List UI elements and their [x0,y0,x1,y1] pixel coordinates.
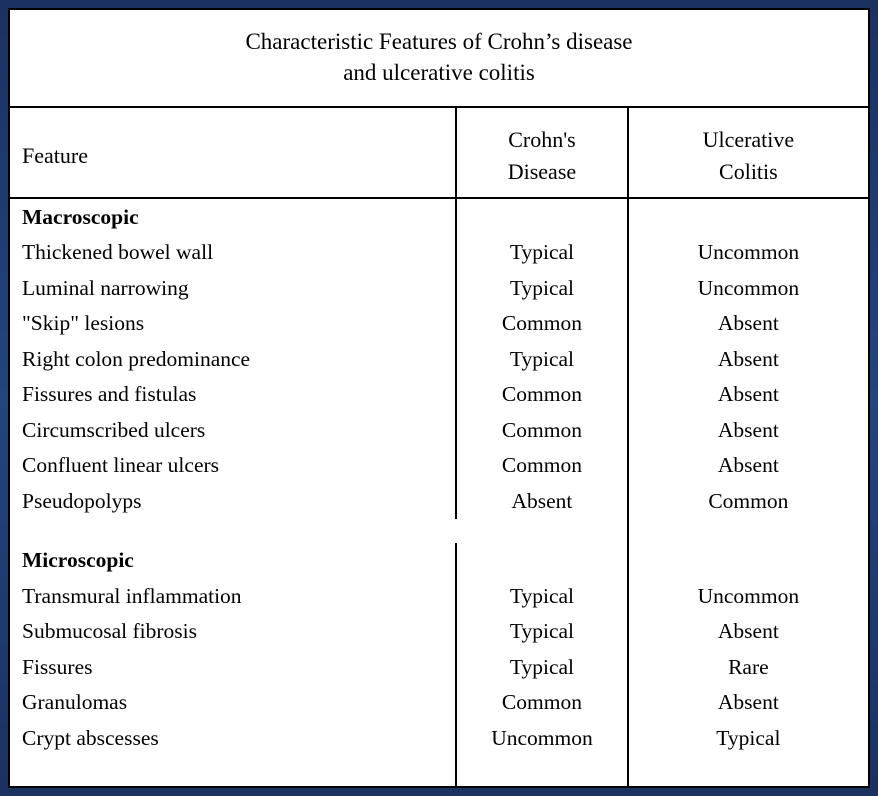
table-row [10,483,868,518]
row-crohns-value: Typical [456,578,628,613]
table-row [10,412,868,447]
table-row [10,377,868,412]
table-title-row [10,10,868,107]
row-crohns-value: Typical [456,649,628,684]
column-header-uc-line-1: Ulcerative [702,127,795,153]
section-spacer-crohns [456,198,628,235]
row-crohns-value: Common [456,377,628,412]
row-crohns-value: Typical [456,235,628,270]
table-row [10,685,868,720]
column-header-crohns-line-1: Crohn's [508,127,576,153]
table-title-line-1: Characteristic Features of Crohn’s disease [245,28,633,54]
section-spacer-uc [628,543,868,578]
filler-crohns [456,756,628,786]
row-feature: Circumscribed ulcers [10,412,456,447]
row-feature: Luminal narrowing [10,271,456,306]
section-label-microscopic: Microscopic [10,543,456,578]
section-spacer-uc [628,198,868,235]
section-spacer-crohns [456,543,628,578]
row-uc-value: Absent [717,382,779,407]
table-row [10,649,868,684]
column-header-crohns-line-2: Disease [507,159,577,185]
table-row [10,614,868,649]
table-row [10,448,868,483]
table-row [10,578,868,613]
table-card [8,8,870,788]
table-row [10,271,868,306]
section-label-macroscopic: Macroscopic [10,198,456,235]
table-row [10,720,868,756]
column-header-feature: Feature [10,107,456,199]
section-gap-uc [628,519,868,543]
table-row [10,342,868,377]
row-uc-value: Absent [717,417,779,442]
column-header-ulcerative-colitis [628,107,868,199]
row-crohns-value: Uncommon [456,720,628,756]
row-uc-value: Absent [717,311,779,336]
row-uc-value: Uncommon [697,275,800,300]
row-crohns-value: Typical [456,271,628,306]
table-header-row [10,107,868,199]
row-uc-value: Typical [716,725,781,750]
row-feature: Fissures [10,649,456,684]
row-crohns-value: Typical [456,614,628,649]
section-gap-row [10,519,868,543]
row-feature: Confluent linear ulcers [10,448,456,483]
row-feature: Fissures and fistulas [10,377,456,412]
table-row [10,235,868,270]
row-feature: "Skip" lesions [10,306,456,341]
row-feature: Granulomas [10,685,456,720]
row-uc-value: Absent [717,619,779,644]
row-uc-value: Rare [728,654,769,679]
row-feature: Pseudopolyps [10,483,456,518]
row-feature: Crypt abscesses [10,720,456,756]
row-uc-value: Absent [717,346,779,371]
row-feature: Transmural inflammation [10,578,456,613]
row-crohns-value: Absent [456,483,628,518]
column-header-crohns-disease [456,107,628,199]
row-crohns-value: Common [456,412,628,447]
row-feature: Submucosal fibrosis [10,614,456,649]
row-crohns-value: Typical [456,342,628,377]
table-title-line-2: and ulcerative colitis [343,59,535,85]
characteristic-features-table [10,10,868,786]
row-feature: Thickened bowel wall [10,235,456,270]
column-header-uc-line-2: Colitis [719,159,778,185]
table-row [10,306,868,341]
row-uc-value: Absent [717,690,779,715]
filler-uc [628,756,868,786]
row-uc-value: Uncommon [697,240,800,265]
row-uc-value: Uncommon [697,583,800,608]
section-header-row [10,198,868,235]
row-crohns-value: Common [456,448,628,483]
table-title [10,10,868,107]
row-crohns-value: Common [456,306,628,341]
section-gap-feature [10,519,456,543]
section-gap-crohns [456,519,628,543]
filler-feature [10,756,456,786]
row-feature: Right colon predominance [10,342,456,377]
table-bottom-filler-row [10,756,868,786]
section-header-row [10,543,868,578]
row-uc-value: Absent [717,453,779,478]
row-uc-value: Common [708,488,789,513]
row-crohns-value: Common [456,685,628,720]
